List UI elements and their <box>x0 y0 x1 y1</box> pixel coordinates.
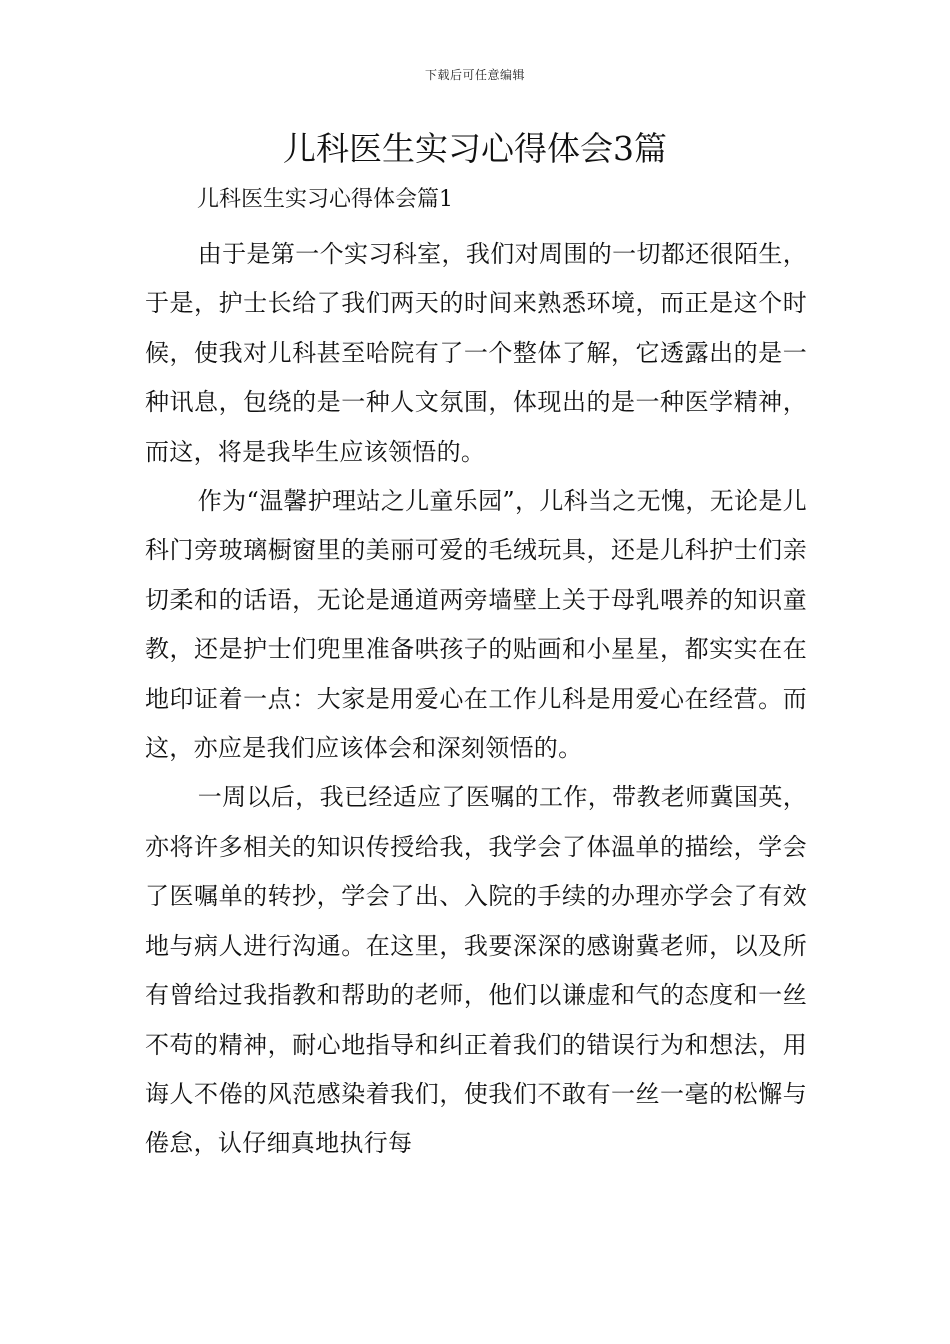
paragraph-1: 由于是第一个实习科室，我们对周围的一切都还很陌生，于是，护士长给了我们两天的时间来熟悉环境，而正是这个时候，使我对儿科甚至哈院有了一个整体了解，它透露出的是一种讯息，包绕的是一种人文氛围，体现出的是一种医学精神，而这，将是我毕生应该领悟的。 <box>145 240 807 466</box>
header-note: 下载后可任意编辑 <box>424 68 525 82</box>
paragraph-2: 作为“温馨护理站之儿童乐园”，儿科当之无愧，无论是儿科门旁玻璃橱窗里的美丽可爱的毛绒玩具，还是儿科护士们亲切柔和的话语，无论是通道两旁墙壁上关于母乳喂养的知识童教，还是护士们兜里准备哄孩子的贴画和小星星，都实实在在地印证着一点：大家是用爱心在工作儿科是用爱心在经营。而这，亦应是我们应该体会和深刻领悟的。 <box>145 487 807 763</box>
paragraph-3: 一周以后，我已经适应了医嘱的工作，带教老师冀国英，亦将许多相关的知识传授给我，我学会了体温单的描绘，学会了医嘱单的转抄，学会了出、入院的手续的办理亦学会了有效地与病人进行沟通。在这里，我要深深的感谢冀老师，以及所有曾给过我指教和帮助的老师，他们以谦虚和气的态度和一丝不苟的精神，耐心地指导和纠正着我们的错误行为和想法，用诲人不倦的风范感染着我们，使我们不敢有一丝一毫的松懈与倦怠，认仔细真地执行每 <box>145 783 807 1158</box>
document-body <box>145 230 807 1169</box>
document-title: 儿科医生实习心得体会3篇 <box>283 129 667 168</box>
section-subtitle: 儿科医生实习心得体会篇1 <box>197 187 453 212</box>
